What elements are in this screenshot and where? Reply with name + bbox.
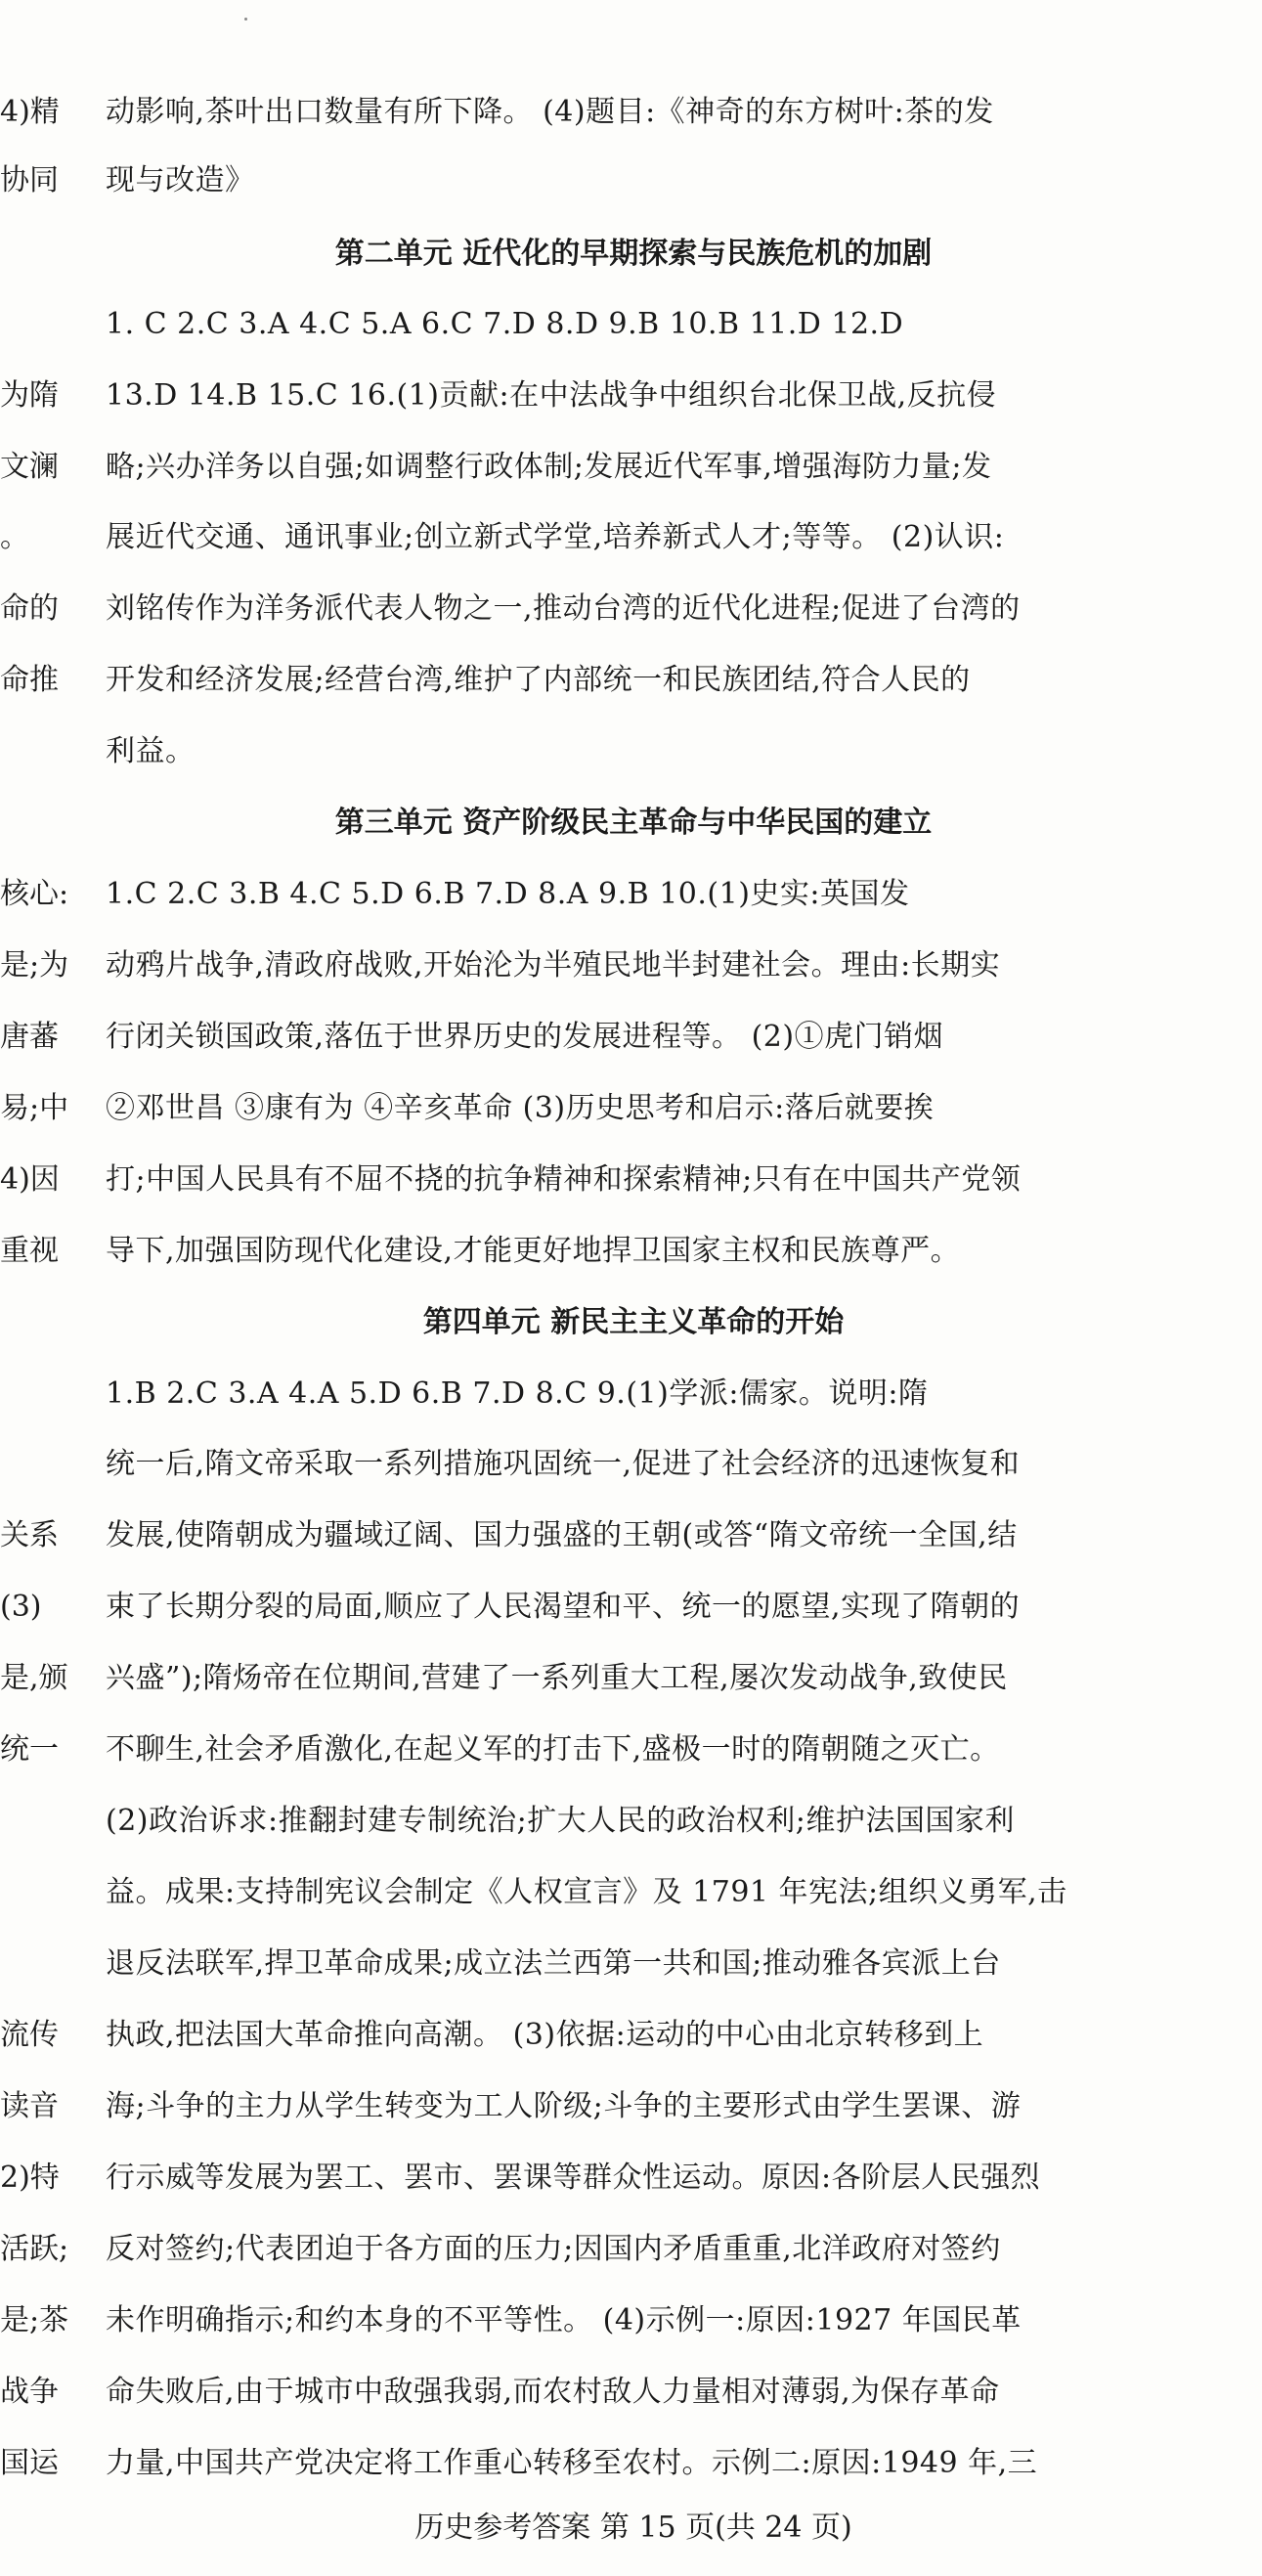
unit-heading: 第四单元 新民主主义革命的开始: [422, 1305, 845, 1339]
text-line: 打;中国人民具有不屈不挠的抗争精神和探索精神;只有在中国共产党领: [106, 1162, 1022, 1197]
text-line: 行闭关锁国政策,落伍于世界历史的发展进程等。 (2)①虎门销烟: [106, 1020, 944, 1054]
answer-key-line: 1.B 2.C 3.A 4.A 5.D 6.B 7.D 8.C 9.(1)学派:儒家。说明:隋: [106, 1376, 929, 1411]
text-line: 展近代交通、通讯事业;创立新式学堂,培养新式人才;等等。 (2)认识:: [106, 520, 1005, 554]
fragment-text: 是,颁: [0, 1661, 68, 1695]
text-line: ②邓世昌 ③康有为 ④辛亥革命 (3)历史思考和启示:落后就要挨: [106, 1091, 935, 1125]
text-line: (2)政治诉求:推翻封建专制统治;扩大人民的政治权利;维护法国国家利: [106, 1804, 1015, 1838]
fragment-text: 文澜: [0, 450, 59, 484]
text-line: 兴盛”);隋炀帝在位期间,营建了一系列重大工程,屡次发动战争,致使民: [106, 1661, 1008, 1695]
text-line: 退反法联军,捍卫革命成果;成立法兰西第一共和国;推动雅各宾派上台: [106, 1946, 1001, 1981]
fragment-text: 重视: [0, 1234, 59, 1268]
text-line: 行示威等发展为罢工、罢市、罢课等群众性运动。原因:各阶层人民强烈: [106, 2161, 1041, 2195]
fragment-text: 关系: [0, 1518, 59, 1552]
fragment-text: 4)因: [0, 1162, 60, 1197]
text-line: 海;斗争的主力从学生转变为工人阶级;斗争的主要形式由学生罢课、游: [106, 2089, 1022, 2123]
fragment-text: 协同: [0, 163, 59, 197]
fragment-text: 命的: [0, 591, 59, 626]
answer-key-line: 1.C 2.C 3.B 4.C 5.D 6.B 7.D 8.A 9.B 10.(1)史实:英国发: [106, 877, 910, 911]
text-line: 不聊生,社会矛盾激化,在起义军的打击下,盛极一时的隋朝随之灭亡。: [106, 1732, 1000, 1767]
text-line: 益。成果:支持制宪议会制定《人权宣言》及 1791 年宪法;组织义勇军,击: [106, 1875, 1067, 1909]
page-footer: 历史参考答案 第 15 页(共 24 页): [414, 2511, 852, 2545]
text-line: 发展,使隋朝成为疆域辽阔、国力强盛的王朝(或答“隋文帝统一全国,结: [106, 1518, 1018, 1552]
text-line: 动影响,茶叶出口数量有所下降。 (4)题目:《神奇的东方树叶:茶的发: [106, 95, 994, 129]
fragment-text: 命推: [0, 663, 59, 697]
fragment-text: 读音: [0, 2089, 59, 2123]
fragment-text: (3): [0, 1590, 42, 1624]
answer-key-line: 1. C 2.C 3.A 4.C 5.A 6.C 7.D 8.D 9.B 10.B 11.D 12.D: [106, 307, 904, 341]
text-line: 13.D 14.B 15.C 16.(1)贡献:在中法战争中组织台北保卫战,反抗侵: [106, 378, 997, 413]
text-line: 动鸦片战争,清政府战败,开始沦为半殖民地半封建社会。理由:长期实: [106, 948, 1001, 982]
fragment-text: 流传: [0, 2018, 59, 2052]
fragment-text: 。: [0, 520, 29, 554]
text-line: 刘铭传作为洋务派代表人物之一,推动台湾的近代化进程;促进了台湾的: [106, 591, 1021, 626]
fragment-text: 为隋: [0, 378, 59, 413]
fragment-text: 是;茶: [0, 2303, 69, 2337]
fragment-text: 核心:: [0, 877, 69, 911]
text-line: 命失败后,由于城市中敌强我弱,而农村敌人力量相对薄弱,为保存革命: [106, 2375, 1000, 2409]
fragment-text: 国运: [0, 2446, 59, 2480]
fragment-text: 活跃;: [0, 2232, 69, 2266]
unit-heading: 第二单元 近代化的早期探索与民族危机的加剧: [334, 237, 933, 271]
fragment-text: 易;中: [0, 1091, 69, 1125]
left-page-fragment: [0, 0, 70, 2576]
text-line: 力量,中国共产党决定将工作重心转移至农村。示例二:原因:1949 年,三: [106, 2446, 1038, 2480]
text-line: 未作明确指示;和约本身的不平等性。 (4)示例一:原因:1927 年国民革: [106, 2303, 1022, 2337]
text-line: 束了长期分裂的局面,顺应了人民渴望和平、统一的愿望,实现了隋朝的: [106, 1590, 1021, 1624]
text-line: 导下,加强国防现代化建设,才能更好地捍卫国家主权和民族尊严。: [106, 1234, 961, 1268]
text-line: 现与改造》: [106, 163, 255, 197]
unit-heading: 第三单元 资产阶级民主革命与中华民国的建立: [334, 806, 933, 840]
fragment-text: 战争: [0, 2375, 59, 2409]
text-line: 统一后,隋文帝采取一系列措施巩固统一,促进了社会经济的迅速恢复和: [106, 1447, 1021, 1481]
scan-dot: [244, 18, 247, 21]
text-line: 略;兴办洋务以自强;如调整行政体制;发展近代军事,增强海防力量;发: [106, 450, 992, 484]
fragment-text: 统一: [0, 1732, 59, 1767]
text-line: 反对签约;代表团迫于各方面的压力;因国内矛盾重重,北洋政府对签约: [106, 2232, 1001, 2266]
text-line: 执政,把法国大革命推向高潮。 (3)依据:运动的中心由北京转移到上: [106, 2018, 984, 2052]
fragment-text: 唐蕃: [0, 1020, 59, 1054]
fragment-text: 4)精: [0, 95, 60, 129]
text-line: 开发和经济发展;经营台湾,维护了内部统一和民族团结,符合人民的: [106, 663, 971, 697]
text-line: 利益。: [106, 734, 196, 768]
fragment-text: 是;为: [0, 948, 69, 982]
fragment-text: 2)特: [0, 2161, 60, 2195]
